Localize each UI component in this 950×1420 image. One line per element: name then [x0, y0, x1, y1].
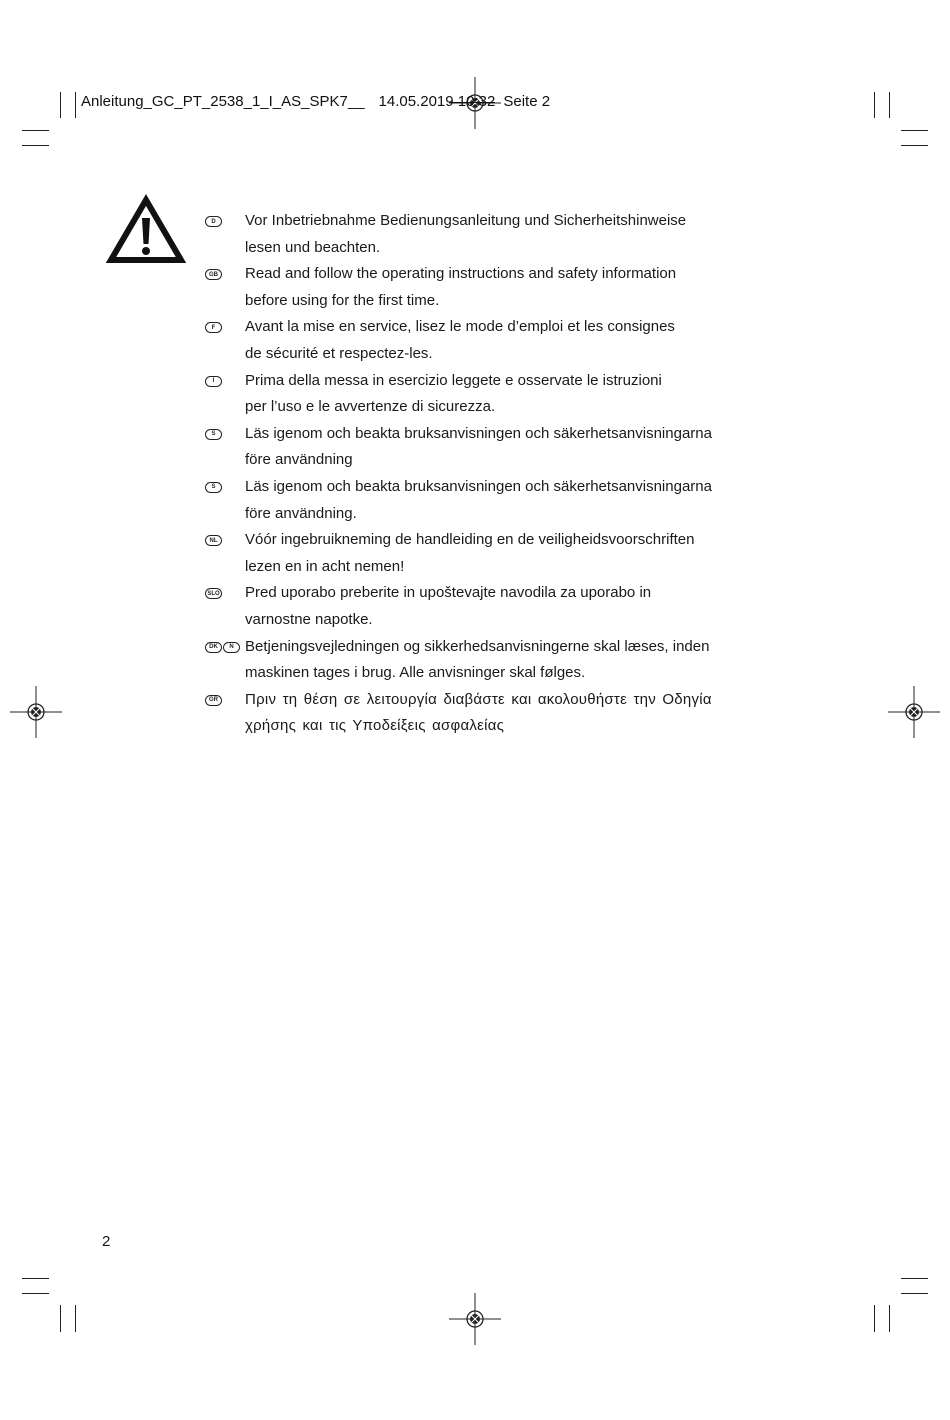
instruction-entry	[205, 687, 725, 740]
language-badges	[205, 261, 245, 288]
registration-mark-icon	[449, 1293, 501, 1345]
language-code-badge: DK	[205, 642, 222, 653]
instruction-entry	[205, 208, 725, 261]
instruction-entry	[205, 421, 725, 474]
page-number: 2	[102, 1233, 111, 1250]
crop-mark	[901, 1278, 928, 1279]
language-code-badge: D	[205, 216, 222, 227]
crop-mark	[901, 130, 928, 131]
warning-triangle-icon	[105, 194, 187, 266]
crop-mark	[60, 1305, 61, 1332]
print-slug-header	[81, 93, 550, 110]
instruction-line: Vóór ingebruikneming de handleiding en de veiligheidsvoorschriften	[245, 531, 695, 549]
instruction-line: Läs igenom och beakta bruksanvisningen och säkerhetsanvisningarna	[245, 424, 712, 442]
crop-mark	[22, 145, 49, 146]
language-code-badge: F	[205, 322, 222, 333]
instruction-line: Betjeningsvejledningen og sikkerhedsanvisningerne skal læses, inden	[245, 637, 710, 655]
instruction-line: lezen en in acht nemen!	[245, 557, 405, 575]
instruction-text	[245, 634, 709, 687]
instruction-text	[245, 208, 686, 261]
instruction-text	[245, 314, 675, 367]
language-badges	[205, 421, 245, 448]
crop-mark	[60, 92, 61, 118]
language-code-badge: S	[205, 482, 222, 493]
instruction-line: varnostne napotke.	[245, 610, 373, 628]
instruction-line: lesen und beachten.	[245, 238, 381, 256]
language-code-badge: N	[223, 642, 240, 653]
instruction-text	[245, 474, 712, 527]
language-badges	[205, 368, 245, 395]
language-badges	[205, 474, 245, 501]
instruction-line: före användning	[245, 451, 353, 469]
crop-mark	[75, 92, 76, 118]
crop-mark	[901, 145, 928, 146]
language-code-badge: SLO	[205, 588, 222, 599]
instruction-line: Read and follow the operating instructions and safety information	[245, 265, 677, 283]
crop-mark	[22, 1293, 49, 1294]
registration-mark-icon	[10, 686, 62, 738]
instruction-text	[245, 580, 651, 633]
instruction-line: χρήσης και τις Υποδείξεις ασφαλείας	[245, 717, 505, 735]
instruction-line: Πριν τη θέση σε λειτουργία διαβάστε και ακολουθήστε την Οδηγία	[245, 690, 712, 708]
language-badges	[205, 208, 245, 235]
instruction-entry	[205, 634, 725, 687]
instruction-text	[245, 687, 712, 740]
language-code-badge: I	[205, 376, 222, 387]
instruction-line: Vor Inbetriebnahme Bedienungsanleitung und Sicherheitshinweise	[245, 212, 687, 229]
language-badges	[205, 314, 245, 341]
instruction-line: Pred uporabo preberite in upoštevajte navodila za uporabo in	[245, 584, 652, 602]
instruction-text	[245, 368, 662, 421]
instruction-entry	[205, 368, 725, 421]
instruction-text	[245, 421, 712, 474]
crop-mark	[889, 1305, 890, 1332]
registration-mark-icon	[888, 686, 940, 738]
instruction-line: Läs igenom och beakta bruksanvisningen och säkerhetsanvisningarna	[245, 477, 712, 495]
instruction-entry	[205, 261, 725, 314]
language-code-badge: GR	[205, 695, 222, 706]
instruction-line: de sécurité et respectez-les.	[245, 344, 433, 362]
language-badges	[205, 580, 245, 607]
crop-mark	[874, 1305, 875, 1332]
slug-time: 10:32	[457, 93, 496, 110]
language-badges	[205, 634, 245, 661]
crop-mark	[874, 92, 875, 118]
crop-mark	[889, 92, 890, 118]
slug-filename: Anleitung_GC_PT_2538_1_I_AS_SPK7__	[81, 93, 365, 110]
crop-mark	[75, 1305, 76, 1332]
crop-mark	[22, 130, 49, 131]
language-code-badge: NL	[205, 535, 222, 546]
language-badges	[205, 687, 245, 714]
instruction-line: before using for the first time.	[245, 291, 440, 309]
language-code-badge: GB	[205, 269, 222, 280]
instruction-line: Avant la mise en service, lisez le mode d’emploi et les consignes	[245, 318, 675, 336]
instruction-line: per l’uso e le avvertenze di sicurezza.	[245, 398, 496, 416]
instruction-entry	[205, 580, 725, 633]
safety-instructions-list	[205, 208, 725, 740]
instruction-text	[245, 261, 676, 314]
slug-date: 14.05.2019	[378, 93, 454, 110]
instruction-entry	[205, 314, 725, 367]
instruction-line: maskinen tages i brug. Alle anvisninger skal følges.	[245, 664, 586, 682]
instruction-line: före användning.	[245, 504, 357, 522]
instruction-entry	[205, 527, 725, 580]
instruction-line: Prima della messa in esercizio leggete e osservate le istruzioni	[245, 371, 662, 389]
language-code-badge: S	[205, 429, 222, 440]
instruction-text	[245, 527, 694, 580]
crop-mark	[22, 1278, 49, 1279]
slug-page-label: Seite 2	[503, 93, 551, 110]
language-badges	[205, 527, 245, 554]
instruction-entry	[205, 474, 725, 527]
crop-mark	[901, 1293, 928, 1294]
